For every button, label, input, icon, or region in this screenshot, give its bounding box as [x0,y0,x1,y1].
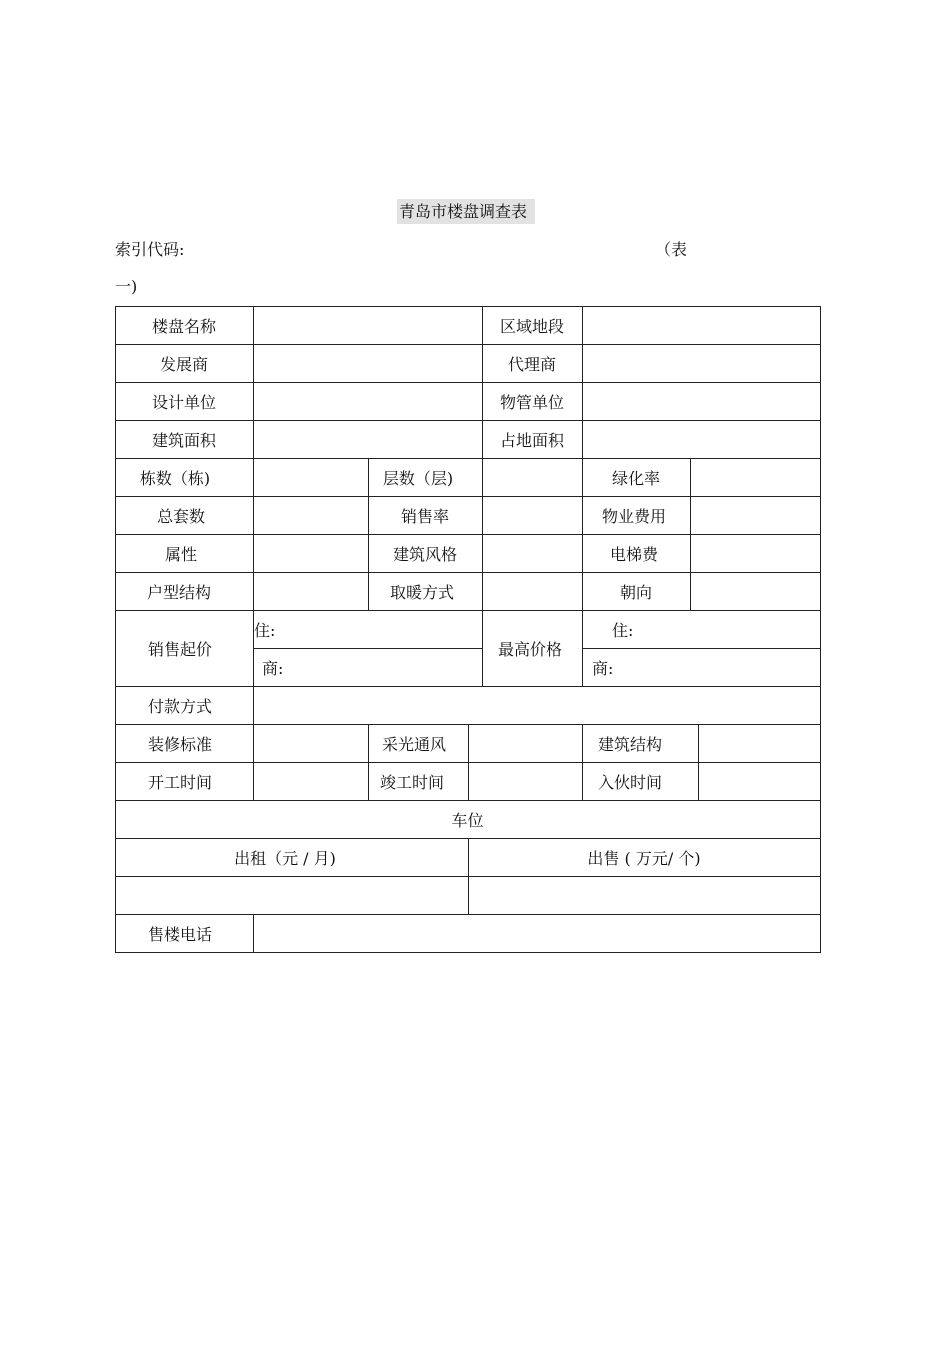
index-code-label: 索引代码: [115,240,185,259]
label-lighting-ventilation: 采光通风 [381,734,446,754]
table-rule [253,306,254,801]
label-district: 区域地段 [499,316,564,336]
label-total-units: 总套数 [156,506,205,526]
label-building-structure: 建筑结构 [597,734,662,754]
label-sales-phone: 售楼电话 [147,924,212,944]
label-sales-rate: 销售率 [400,506,449,526]
label-move-in-time: 入伙时间 [597,772,662,792]
label-max-price: 最高价格 [497,639,562,659]
table-rule [468,724,469,801]
label-project-name: 楼盘名称 [151,316,216,336]
table-number-open: （表 [655,240,688,259]
label-heating: 取暖方式 [389,582,454,602]
label-unit-layout: 户型结构 [146,582,211,602]
starting-price-commercial: 商: [262,658,284,678]
page-title: 青岛市楼盘调查表 [397,199,535,224]
table-rule [582,610,583,687]
label-land-area: 占地面积 [499,430,564,450]
table-rule [253,914,254,953]
label-decoration-standard: 装修标准 [147,734,212,754]
label-attribute: 属性 [164,544,197,564]
table-rule [820,306,821,953]
label-parking: 车位 [451,810,484,830]
label-orientation: 朝向 [619,582,652,602]
label-green-rate: 绿化率 [611,468,660,488]
label-building-count: 栋数（栋) [139,468,211,488]
label-agent: 代理商 [507,354,556,374]
label-property-fee: 物业费用 [601,506,666,526]
label-elevator-fee: 电梯费 [609,544,658,564]
table-rule [690,458,691,611]
table-rule [115,952,821,953]
label-completion-time: 竣工时间 [379,772,444,792]
starting-price-residential: 住: [254,620,276,640]
label-property-management: 物管单位 [499,392,564,412]
label-architectural-style: 建筑风格 [392,544,457,564]
label-starting-price: 销售起价 [147,639,212,659]
label-building-area: 建筑面积 [151,430,216,450]
label-designer: 设计单位 [151,392,216,412]
table-number-close: 一) [115,277,138,296]
label-developer: 发展商 [159,354,208,374]
table-rule [482,458,483,611]
label-floor-count: 层数（层) [382,468,454,488]
label-start-time: 开工时间 [147,772,212,792]
table-rule [698,724,699,801]
label-payment-method: 付款方式 [147,696,212,716]
label-sale: 出售 ( 万元/ 个) [587,848,701,868]
label-rent: 出租（元 / 月) [234,848,336,868]
table-rule [582,306,583,459]
max-price-residential: 住: [612,620,634,640]
max-price-commercial: 商: [592,658,614,678]
